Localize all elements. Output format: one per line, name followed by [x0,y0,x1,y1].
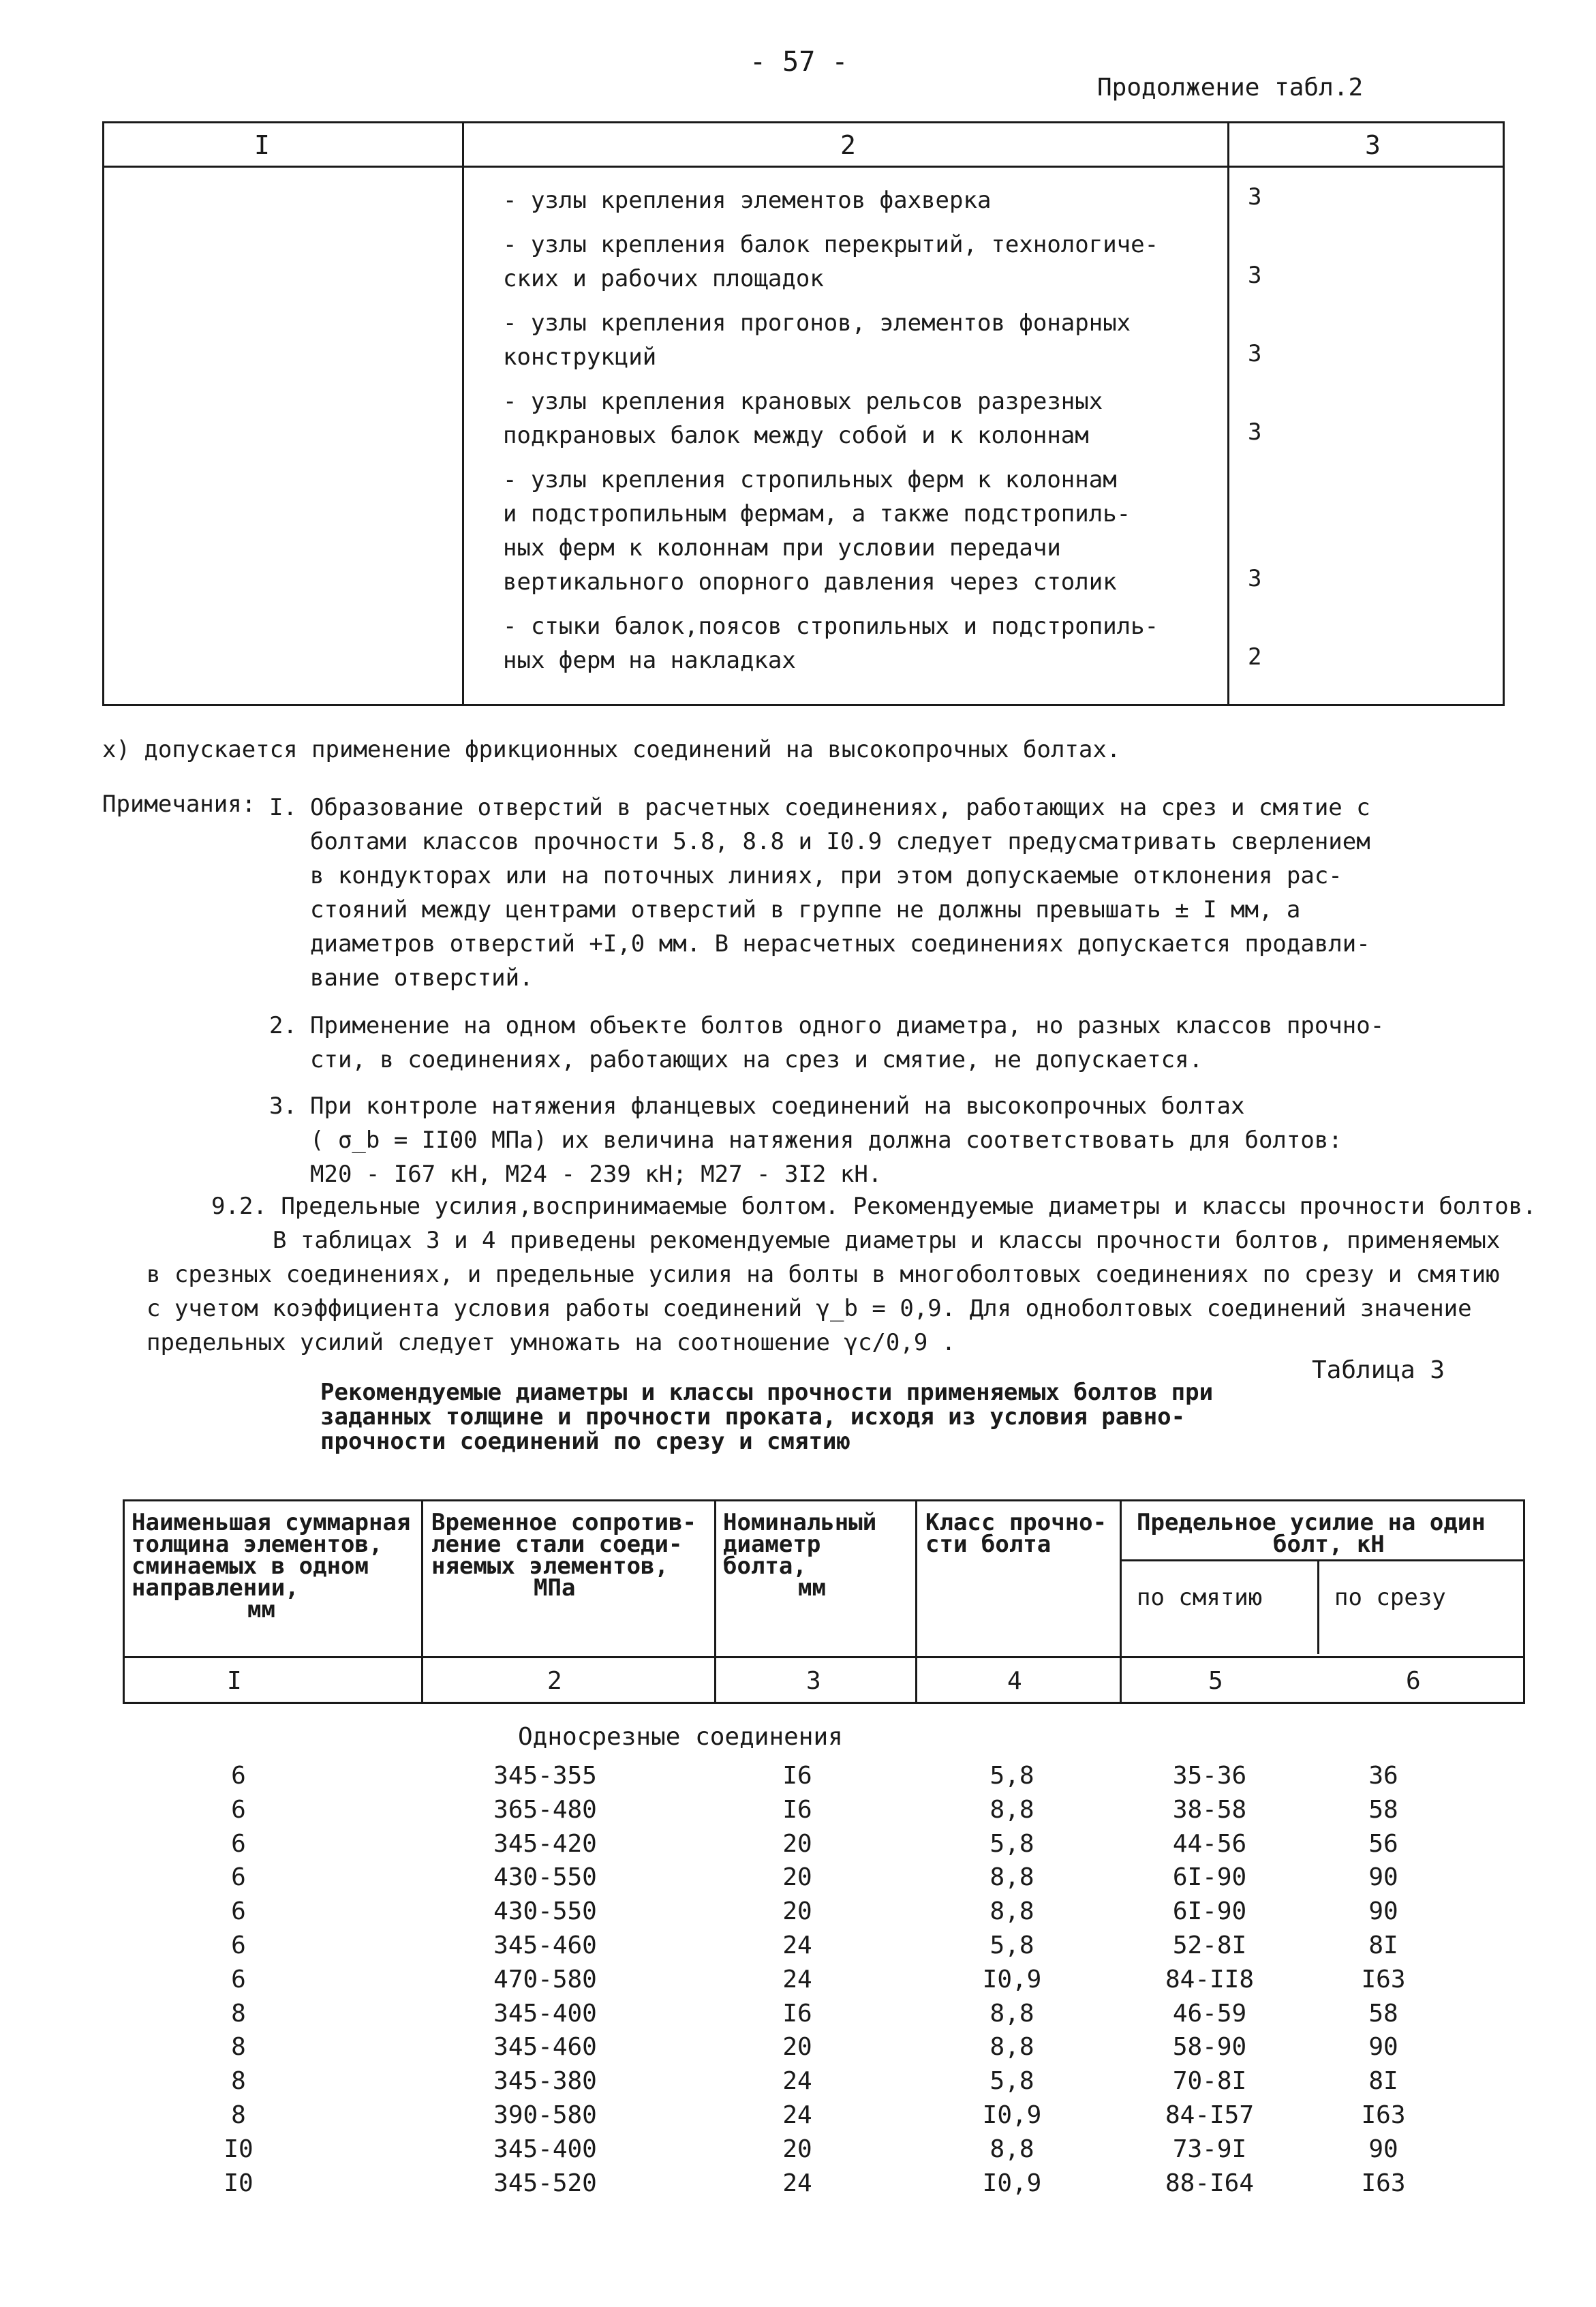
table-row [0,1863,1596,1897]
table-cell: 345-420 [493,1829,597,1858]
table-cell: 8,8 [989,2135,1034,2163]
header-line: Класс прочно- [925,1509,1107,1536]
table-cell: 5,8 [989,1931,1034,1959]
row-text: подкрановых балок между собой и к колоннам [503,422,1089,449]
table-row [0,2067,1596,2101]
note-line: вание отверстий. [310,964,534,992]
table-row [0,2101,1596,2135]
table3-col-number: I [227,1667,242,1695]
table3-title-line: заданных толщине и прочности проката, исходя из условия равно- [320,1403,1186,1431]
note-line: сти, в соединениях, работающих на срез и смятие, не допускается. [310,1046,1203,1073]
table2-header-col2: 2 [840,130,856,160]
table-cell: 24 [782,1931,812,1959]
table-cell: 84-I57 [1165,2101,1255,2129]
table3-col-number: 4 [1007,1667,1022,1695]
table3-header-col6: по срезу [1334,1584,1446,1611]
row-text: ских и рабочих площадок [503,265,824,292]
note-line: ( σ_b = II00 МПа) их величина натяжения должна соответствовать для болтов: [310,1127,1342,1154]
header-line: Наименьшая суммарная [132,1509,411,1536]
header-line: направлении, [132,1574,299,1602]
table-row [0,2169,1596,2203]
table3-col-number: 5 [1208,1667,1223,1695]
table3-header-col3 [723,1509,877,1602]
table-row [0,1897,1596,1931]
table-cell: I0,9 [982,1965,1042,1993]
table-cell: 88-I64 [1165,2169,1255,2197]
row-text: - узлы крепления балок перекрытий, технологиче- [503,231,1159,258]
section-9-2-line: в срезных соединениях, и предельные усилия на болты в многоболтовых соединениях по срезу и смятию [147,1261,1500,1288]
section-9-2-line: В таблицах 3 и 4 приведены рекомендуемые диаметры и классы прочности болтов, применяемых [273,1227,1501,1254]
table3-header [123,1499,1525,1704]
table-cell: I63 [1361,1965,1406,1993]
table-row [0,2000,1596,2034]
column-divider [1120,1501,1122,1702]
table3-header-col5: по смятию [1137,1584,1263,1611]
table-cell: 52-8I [1172,1931,1247,1959]
row-text: - узлы крепления стропильных ферм к колоннам [503,466,1117,493]
section-9-2-line: предельных усилий следует умножать на соотношение γc/0,9 . [147,1329,956,1356]
table-cell: 56 [1368,1829,1398,1858]
table-cell: 430-550 [493,1863,597,1892]
table2-row-4 [503,384,1321,453]
table-cell: 36 [1368,1762,1398,1790]
header-line: Номинальный [723,1509,877,1536]
table-cell: I0 [224,2135,254,2163]
row-text: - узлы крепления элементов фахверка [503,187,992,214]
section-9-2-heading: 9.2. Предельные усилия,воспринимаемые болтом. Рекомендуемые диаметры и классы прочности болтов. [211,1193,1537,1220]
note-body [310,791,1496,995]
header-line: сти болта [925,1531,1052,1558]
table-cell: I0 [224,2169,254,2197]
table-cell: 38-58 [1172,1795,1247,1824]
table-cell: 24 [782,2101,812,2129]
table-cell: I6 [782,1999,812,2028]
table-cell: 20 [782,1897,812,1926]
row-text: ных ферм на накладках [503,647,796,674]
column-divider [915,1501,917,1702]
table-row [0,1796,1596,1830]
table-cell: 8 [231,2101,246,2129]
table-cell: 90 [1368,1897,1398,1926]
table-cell: 8 [231,2033,246,2062]
row-text: ных ферм к колоннам при условии передачи [503,534,1061,562]
table-row [0,1931,1596,1966]
footnote-x: х) допускается применение фрикционных соединений на высокопрочных болтах. [102,736,1121,763]
table-cell: I0,9 [982,2169,1042,2197]
table-cell: I0,9 [982,2101,1042,2129]
column-divider [714,1501,716,1702]
row-text: конструкций [503,343,657,371]
table-cell: 90 [1368,1863,1398,1892]
table3-col-number: 6 [1406,1667,1421,1695]
row-text: - узлы крепления крановых рельсов разрезных [503,388,1103,415]
header-line: толщина элементов, [132,1531,383,1558]
table3-title-line: прочности соединений по срезу и смятию [320,1428,850,1455]
table3-header-col2 [431,1509,696,1602]
table2-value-4: 3 [1248,418,1262,446]
table2-value-2: 3 [1248,262,1262,289]
table3-label: Таблица 3 [1312,1356,1445,1384]
table-cell: 345-355 [493,1762,597,1790]
table2-header-col3: 3 [1365,130,1381,160]
table3-title-line: Рекомендуемые диаметры и классы прочности применяемых болтов при [320,1379,1214,1406]
table-cell: 24 [782,2169,812,2197]
table-cell: 345-400 [493,1999,597,2028]
notes-label: Примечания: [102,791,256,818]
row-text: и подстропильным фермам, а также подстропиль- [503,500,1131,528]
table-cell: 73-9I [1172,2135,1247,2163]
table-cell: 6I-90 [1172,1897,1247,1926]
note-number: 2. [269,1012,297,1039]
table-cell: 8,8 [989,2033,1034,2062]
table2-value-6: 2 [1248,643,1262,671]
table-cell: 8 [231,1999,246,2028]
table-cell: 70-8I [1172,2067,1247,2096]
note-body [310,1089,1496,1191]
note-line: в кондукторах или на поточных линиях, при этом допускаемые отклонения рас- [310,862,1342,889]
table-cell: 20 [782,2135,812,2163]
note-number: I. [269,794,297,821]
table-cell: 6I-90 [1172,1863,1247,1892]
header-line: сминаемых в одном [132,1553,369,1580]
note-line: Образование отверстий в расчетных соединениях, работающих на срез и смятие с [310,794,1370,821]
table2-row-5 [503,463,1321,599]
table2-row-6 [503,609,1321,677]
table3-section-title: Односрезные соединения [518,1723,843,1751]
table-cell: 6 [231,1795,246,1824]
row-text: вертикального опорного давления через столик [503,568,1117,596]
subheader-divider [1120,1559,1523,1561]
table-cell: 46-59 [1172,1999,1247,2028]
row-text: - узлы крепления прогонов, элементов фонарных [503,309,1131,337]
table-cell: 345-460 [493,1931,597,1959]
table2-row-1 [503,183,1321,217]
table-row [0,1762,1596,1796]
note-3 [269,1089,1496,1191]
table-cell: I63 [1361,2101,1406,2129]
note-number: 3. [269,1093,297,1120]
header-line: диаметр [723,1531,821,1558]
table-cell: I6 [782,1795,812,1824]
table-cell: 430-550 [493,1897,597,1926]
table-cell: 6 [231,1863,246,1892]
header-line: МПа [534,1574,576,1602]
table2-value-3: 3 [1248,340,1262,367]
header-line: няемых элементов, [431,1553,669,1580]
note-line: При контроле натяжения фланцевых соединений на высокопрочных болтах [310,1093,1245,1120]
header-divider [104,166,1503,168]
table-cell: 90 [1368,2033,1398,2062]
note-line: стояний между центрами отверстий в группе не должны превышать ± I мм, а [310,896,1301,923]
header-line: Временное сопротив- [431,1509,696,1536]
note-line: М20 - I67 кН, М24 - 239 кН; М27 - 3I2 кН. [310,1161,883,1188]
table-cell: 58 [1368,1795,1398,1824]
table-cell: 390-580 [493,2101,597,2129]
note-2 [269,1009,1496,1077]
table2-value-5: 3 [1248,565,1262,592]
table3-header-limit-force [1137,1509,1486,1558]
table-cell: 24 [782,2067,812,2096]
table-cell: 6 [231,1762,246,1790]
table-cell: 345-400 [493,2135,597,2163]
column-divider [1317,1559,1319,1654]
table3-col-number: 3 [806,1667,821,1695]
column-divider [421,1501,423,1702]
table3-header-col4 [925,1509,1107,1558]
table-row [0,2033,1596,2067]
table2-continuation [102,121,1505,706]
table-cell: 58 [1368,1999,1398,2028]
table-cell: 20 [782,2033,812,2062]
header-divider [125,1656,1523,1658]
table-cell: 6 [231,1931,246,1959]
section-9-2-line: с учетом коэффициента условия работы соединений γ_b = 0,9. Для одноболтовых соединений значение [147,1295,1472,1322]
table-cell: 6 [231,1897,246,1926]
table2-header-col1: I [254,130,270,160]
table3-header-col1 [132,1509,411,1623]
table-cell: I63 [1361,2169,1406,2197]
header-line: болт, кН [1273,1531,1385,1558]
table-cell: 345-520 [493,2169,597,2197]
table-cell: 84-II8 [1165,1965,1255,1993]
table-cell: 345-460 [493,2033,597,2062]
table-cell: 8,8 [989,1795,1034,1824]
table-cell: 20 [782,1829,812,1858]
note-line: диаметров отверстий +I,0 мм. В нерасчетных соединениях допускается продавли- [310,930,1370,958]
table-cell: 470-580 [493,1965,597,1993]
table3-title [320,1380,1213,1454]
table-cell: 8,8 [989,1999,1034,2028]
header-line: болта, [723,1553,807,1580]
header-line: Предельное усилие на один [1137,1509,1486,1536]
table-cell: 345-380 [493,2067,597,2096]
table2-value-1: 3 [1248,183,1262,211]
table-cell: 6 [231,1829,246,1858]
table-cell: 8I [1368,1931,1398,1959]
table2-row-3 [503,306,1321,374]
table-cell: 365-480 [493,1795,597,1824]
table-cell: 8,8 [989,1897,1034,1926]
table-cell: 90 [1368,2135,1398,2163]
column-divider [462,123,464,704]
table-row [0,1966,1596,2000]
table-cell: 24 [782,1965,812,1993]
table2-row-2 [503,228,1321,296]
table-row [0,1830,1596,1864]
table-cell: 58-90 [1172,2033,1247,2062]
header-line: ление стали соеди- [431,1531,683,1558]
page-number: - 57 - [750,46,848,78]
note-line: Применение на одном объекте болтов одного диаметра, но разных классов прочно- [310,1012,1385,1039]
table3-col-number: 2 [547,1667,562,1695]
table-cell: 5,8 [989,1829,1034,1858]
table-continuation-label: Продолжение табл.2 [1097,74,1364,102]
note-body [310,1009,1496,1077]
note-line: болтами классов прочности 5.8, 8.8 и I0.9 следует предусматривать сверлением [310,828,1370,855]
note-1 [269,791,1496,995]
table-cell: 8 [231,2067,246,2096]
table-cell: 8,8 [989,1863,1034,1892]
header-line: мм [247,1596,275,1623]
table-row [0,2135,1596,2169]
row-text: - стыки балок,поясов стропильных и подстропиль- [503,613,1159,640]
table-cell: 6 [231,1965,246,1993]
table-cell: 5,8 [989,2067,1034,2096]
table-cell: 44-56 [1172,1829,1247,1858]
table-cell: 20 [782,1863,812,1892]
table-cell: 8I [1368,2067,1398,2096]
header-line: мм [798,1574,826,1602]
table-cell: 5,8 [989,1762,1034,1790]
table-cell: 35-36 [1172,1762,1247,1790]
table-cell: I6 [782,1762,812,1790]
